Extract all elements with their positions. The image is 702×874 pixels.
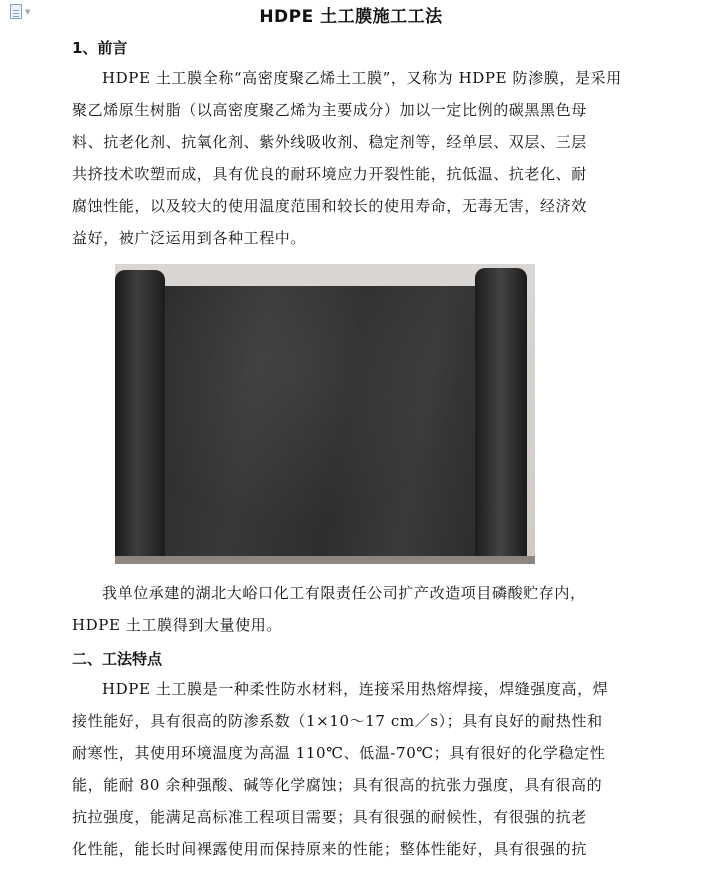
text-line: HDPE 土工膜是一种柔性防水材料，连接采用热熔焊接，焊缝强度高，焊 xyxy=(102,680,609,698)
text-line: 接性能好，具有很高的防渗系数（1×10～17 cm／s）；具有良好的耐热性和 xyxy=(72,712,603,730)
features-paragraph xyxy=(72,673,632,865)
preface-paragraph xyxy=(72,62,632,254)
text-line: HDPE 土工膜全称“高密度聚乙烯土工膜”，又称为 HDPE 防渗膜，是采用 xyxy=(102,69,622,87)
text-line: 我单位承建的湖北大峪口化工有限责任公司扩产改造项目磷酸贮存内， xyxy=(102,584,586,602)
section-heading-features: 二、工法特点 xyxy=(72,650,163,668)
text-line: HDPE 土工膜得到大量使用。 xyxy=(72,616,282,634)
text-line: 耐寒性，其使用环境温度为高温 110℃、低温-70℃；具有很好的化学稳定性 xyxy=(72,744,606,762)
text-line: 料、抗老化剂、抗氧化剂、紫外线吸收剂、稳定剂等，经单层、双层、三层 xyxy=(72,133,587,151)
text-line: 能，能耐 80 余种强酸、碱等化学腐蚀；具有很高的抗张力强度，具有很高的 xyxy=(72,776,603,794)
text-line: 共挤技术吹塑而成，具有优良的耐环境应力开裂性能，抗低温、抗老化、耐 xyxy=(72,165,587,183)
text-line: 聚乙烯原生树脂（以高密度聚乙烯为主要成分）加以一定比例的碳黑黑色母 xyxy=(72,101,587,119)
hdpe-membrane-photo xyxy=(115,264,535,564)
section-heading-preface: 1、前言 xyxy=(72,39,128,57)
document-title: HDPE 土工膜施工工法 xyxy=(259,7,443,27)
dropdown-arrow-icon: ▼ xyxy=(25,7,31,16)
text-line: 化性能，能长时间裸露使用而保持原来的性能；整体性能好，具有很强的抗 xyxy=(72,840,587,858)
text-line: 腐蚀性能，以及较大的使用温度范围和较长的使用寿命，无毒无害，经济效 xyxy=(72,197,587,215)
text-line: 益好，被广泛运用到各种工程中。 xyxy=(72,229,307,247)
project-paragraph xyxy=(72,577,632,641)
text-line: 抗拉强度，能满足高标准工程项目需要；具有很强的耐候性，有很强的抗老 xyxy=(72,808,587,826)
